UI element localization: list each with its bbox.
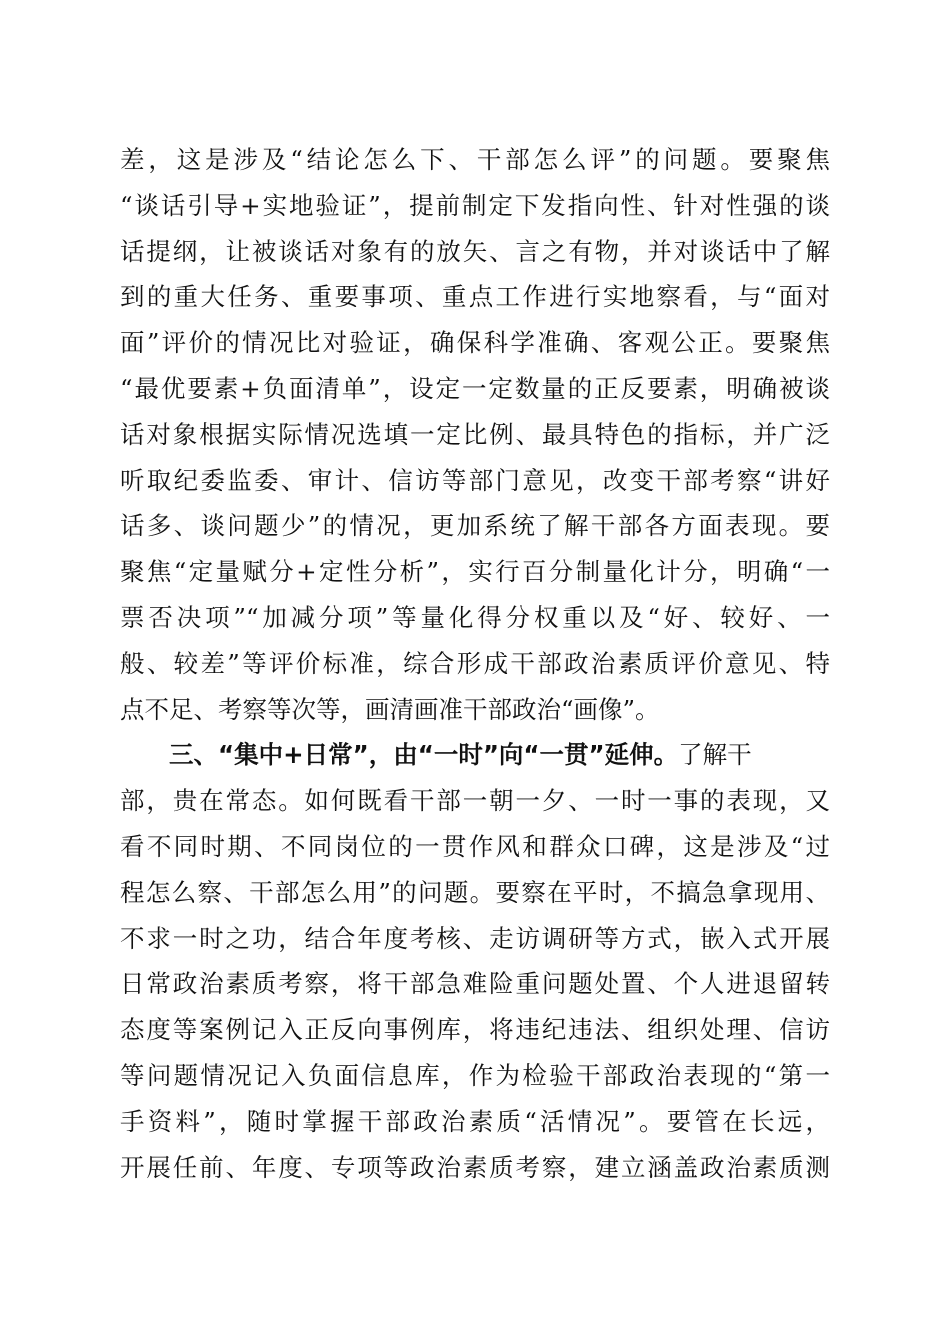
text-line: “谈话引导+实地验证”，提前制定下发指向性、针对性强的谈: [120, 190, 830, 220]
text-line: 听取纪委监委、审计、信访等部门意见，改变干部考察“讲好: [120, 465, 830, 495]
text-line: 态度等案例记入正反向事例库，将违纪违法、组织处理、信访: [120, 1015, 830, 1045]
text-line: 票否决项”“加减分项”等量化得分权重以及“好、较好、一: [120, 602, 830, 632]
text-line: “最优要素+负面清单”，设定一定数量的正反要素，明确被谈: [120, 373, 830, 403]
text-line: 话多、谈问题少”的情况，更加系统了解干部各方面表现。要: [120, 511, 830, 541]
paragraph-1: [120, 137, 830, 732]
text-line: 不求一时之功，结合年度考核、走访调研等方式，嵌入式开展: [120, 923, 830, 953]
section-3-heading: 三、“集中+日常”，由“一时”向“一贯”延伸。: [169, 740, 679, 770]
text-line: 面”评价的情况比对验证，确保科学准确、客观公正。要聚焦: [120, 328, 830, 358]
section-3-heading-tail: 了解干: [678, 740, 752, 770]
section-heading-line: [120, 732, 830, 778]
paragraph-2: [120, 732, 830, 1190]
text-line: 看不同时期、不同岗位的一贯作风和群众口碑，这是涉及“过: [120, 831, 830, 861]
text-line: 手资料”，随时掌握干部政治素质“活情况”。要管在长远，: [120, 1106, 830, 1136]
text-line: 到的重大任务、重要事项、重点工作进行实地察看，与“面对: [120, 282, 830, 312]
text-line: 部，贵在常态。如何既看干部一朝一夕、一时一事的表现，又: [120, 786, 830, 816]
text-line: 日常政治素质考察，将干部急难险重问题处置、个人进退留转: [120, 969, 830, 999]
text-line: 聚焦“定量赋分+定性分析”，实行百分制量化计分，明确“一: [120, 557, 830, 587]
text-line: 开展任前、年度、专项等政治素质考察，建立涵盖政治素质测: [120, 1152, 830, 1182]
text-line: 程怎么察、干部怎么用”的问题。要察在平时，不搞急拿现用、: [120, 877, 830, 907]
text-line: 话提纲，让被谈话对象有的放矢、言之有物，并对谈话中了解: [120, 236, 830, 266]
body-text: [120, 137, 830, 1190]
text-line: 差，这是涉及“结论怎么下、干部怎么评”的问题。要聚焦: [120, 145, 830, 174]
text-line: 话对象根据实际情况选填一定比例、最具特色的指标，并广泛: [120, 419, 830, 449]
text-line: 般、较差”等评价标准，综合形成干部政治素质评价意见、特: [120, 648, 830, 678]
text-line: 点不足、考察等次等，画清画准干部政治“画像”。: [120, 694, 660, 724]
text-line: 等问题情况记入负面信息库，作为检验干部政治表现的“第一: [120, 1060, 830, 1090]
